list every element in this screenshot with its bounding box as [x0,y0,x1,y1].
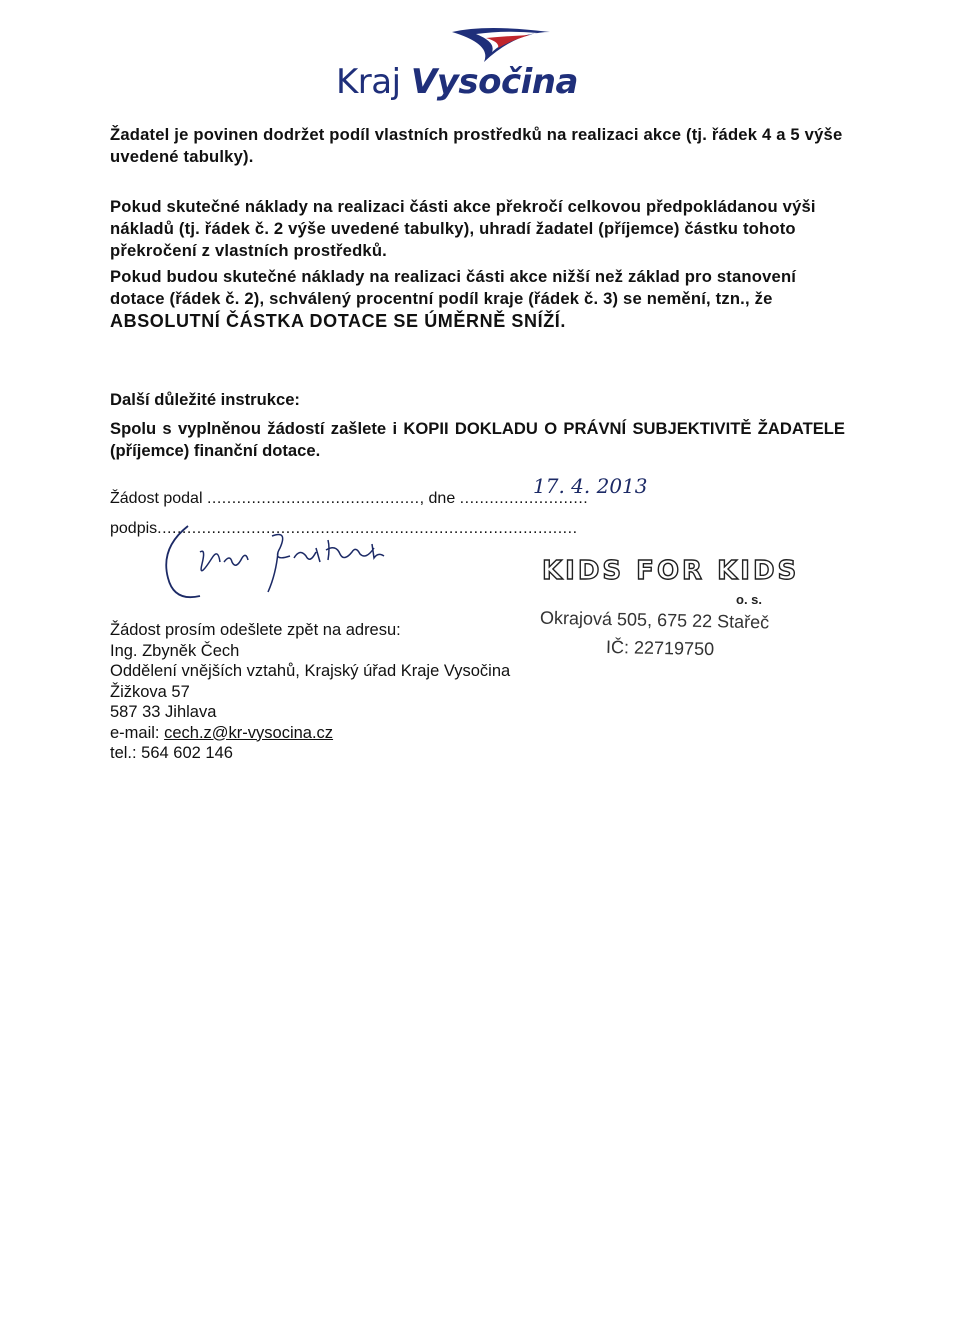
address-department: Oddělení vnějších vztahů, Krajský úřad Kraje Vysočina [110,662,511,680]
address-email-row [110,723,510,744]
request-dots: ........................................... [206,490,420,507]
address-city: 587 33 Jihlava [110,703,217,721]
paragraph-own-funds: Žadatel je povinen dodržet podíl vlastních prostředků na realizaci akce (tj. řádek 4 a 5 výše uvedené tabulky). [110,125,843,166]
signature-label: podpis [110,520,158,537]
paragraph-lower-costs-caps: ABSOLUTNÍ ČÁSTKA DOTACE SE ÚMĚRNĚ SNÍŽÍ. [110,311,567,331]
paragraph-lower-costs [110,266,845,333]
email-label: e-mail: [110,723,165,742]
request-label: Žádost podal [110,490,203,507]
paragraph-cost-overrun: Pokud skutečné náklady na realizaci části akce překročí celkovou předpokládanou výši nákladů (tj. řádek č. 2 výše uvedené tabulky), uhradí žadatel (příjemce) částku tohoto překročení z vlastních prostředků. [110,197,816,260]
request-submitted-line [110,490,588,508]
stamp-name: KIDS FOR KIDS [542,556,800,586]
paragraph-lower-costs-text: Pokud budou skutečné náklady na realizaci části akce nižší než základ pro stanovení dotace (řádek č. 2), schválený procentní podíl kraje (řádek č. 3) se nemění, tzn., že [110,267,797,308]
handwritten-date: 17. 4. 2013 [533,474,648,498]
logo-word-kraj: Kraj [336,62,401,102]
address-street: Žižkova 57 [110,682,190,701]
logo-wordmark [336,62,578,102]
stamp-address: Okrajová 505, 675 22 Stařeč [539,607,770,633]
address-name: Ing. Zbyněk Čech [110,641,240,660]
handwritten-signature [160,518,410,608]
organization-stamp [536,556,826,666]
address-intro: Žádost prosím odešlete zpět na adresu: [110,621,401,639]
kraj-vysocina-logo [336,22,578,102]
date-dots: .......................... [459,490,589,507]
email-link[interactable]: cech.z@kr-vysocina.cz [164,723,334,742]
stamp-suffix: o. s. [736,592,763,607]
return-address-block [110,620,510,764]
stamp-ic: IČ: 22719750 [605,636,715,660]
address-phone: tel.: 564 602 146 [110,744,233,762]
instructions-body: Spolu s vyplněnou žádostí zašlete i KOPII DOKLADU O PRÁVNÍ SUBJEKTIVITĚ ŽADATELE (příjemce) finanční dotace. [110,419,845,460]
instructions-heading: Další důležité instrukce: [110,390,300,409]
logo-word-vysocina: Vysočina [410,62,578,102]
signature-dots: ..................................................................................... [157,520,578,537]
date-label: , dne [419,490,456,507]
